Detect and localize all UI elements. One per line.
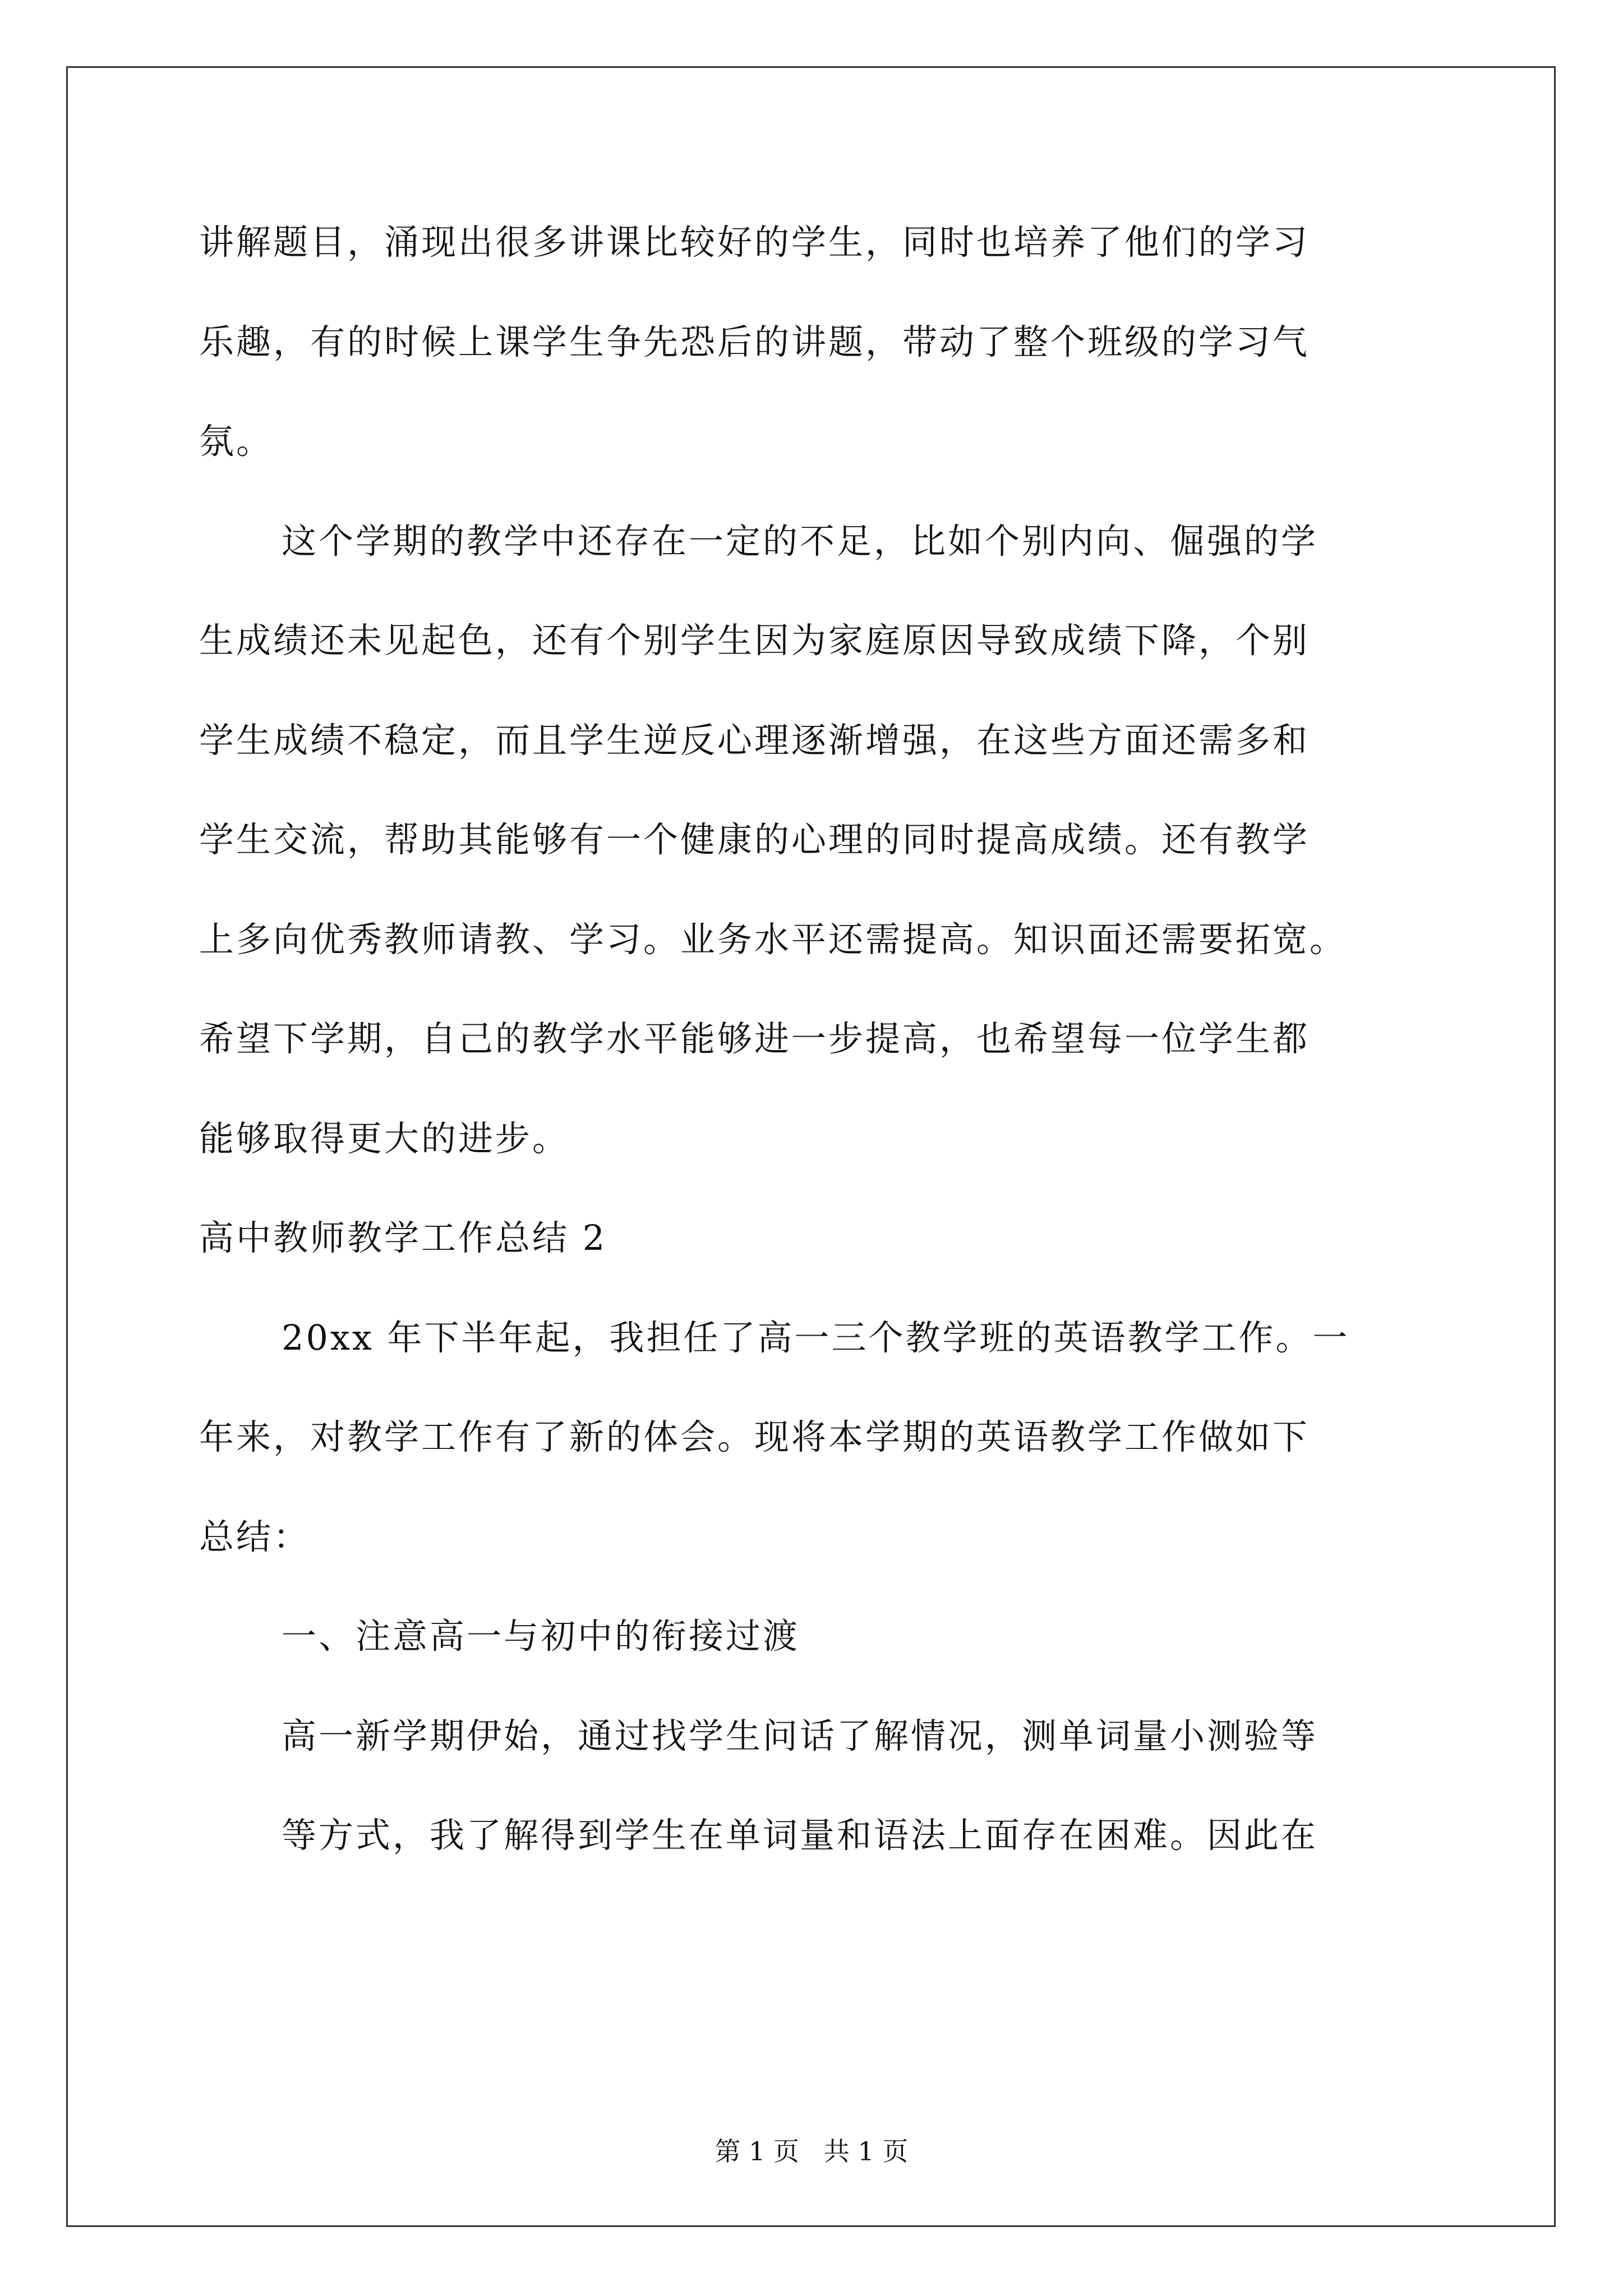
subheading: 一、注意高一与初中的衔接过渡	[282, 1616, 800, 1657]
paragraph-line: 年来，对教学工作有了新的体会。现将本学期的英语教学工作做如下	[199, 1416, 1310, 1457]
section-title: 高中教师教学工作总结 2	[199, 1217, 607, 1258]
paragraph-line: 乐趣，有的时候上课学生争先恐后的讲题，带动了整个班级的学习气	[199, 321, 1310, 362]
page-number-footer: 第 1 页 共 1 页	[714, 2136, 909, 2166]
paragraph-line: 总结：	[199, 1516, 311, 1557]
paragraph-line: 上多向优秀教师请教、学习。业务水平还需提高。知识面还需要拓宽。	[199, 919, 1347, 960]
paragraph-line: 希望下学期，自己的教学水平能够进一步提高，也希望每一位学生都	[199, 1018, 1310, 1059]
paragraph-line: 生成绩还未见起色，还有个别学生因为家庭原因导致成绩下降，个别	[199, 620, 1310, 661]
paragraph-line: 高一新学期伊始，通过找学生问话了解情况，测单词量小测验等	[282, 1715, 1318, 1756]
paragraph-line: 氛。	[199, 421, 274, 462]
paragraph-line: 学生成绩不稳定，而且学生逆反心理逐渐增强，在这些方面还需多和	[199, 720, 1310, 761]
paragraph-line: 能够取得更大的进步。	[199, 1118, 570, 1159]
paragraph-line: 讲解题目，涌现出很多讲课比较好的学生，同时也培养了他们的学习	[199, 222, 1310, 263]
paragraph-line: 学生交流，帮助其能够有一个健康的心理的同时提高成绩。还有教学	[199, 819, 1310, 860]
paragraph-line: 这个学期的教学中还存在一定的不足，比如个别内向、倔强的学	[282, 521, 1318, 562]
paragraph-line: 等方式，我了解得到学生在单词量和语法上面存在困难。因此在	[282, 1815, 1318, 1856]
paragraph-line: 20xx 年下半年起，我担任了高一三个教学班的英语教学工作。一	[282, 1317, 1350, 1358]
